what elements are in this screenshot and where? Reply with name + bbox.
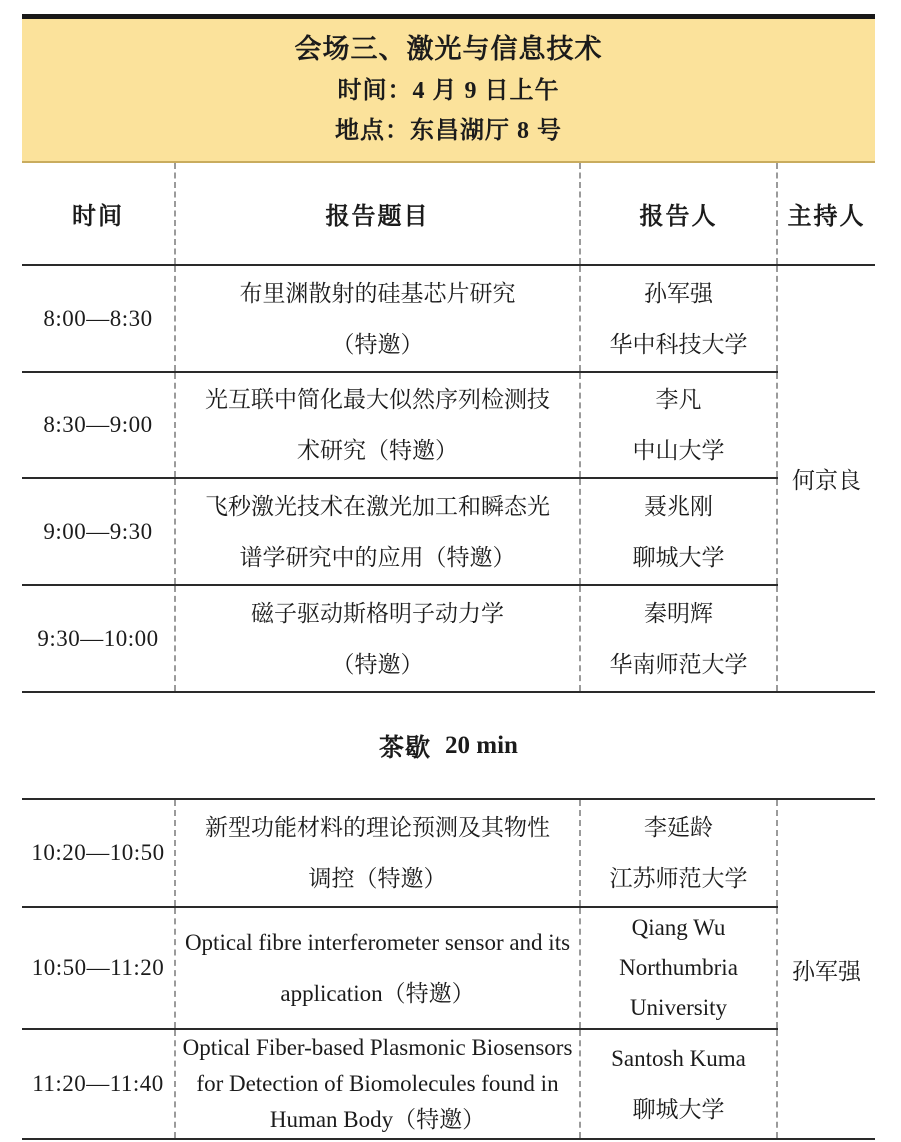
speaker-affiliation: 聊城大学 xyxy=(632,1097,725,1122)
col-header-title: 报告题目 xyxy=(175,163,580,265)
talk-title-line: for Detection of Biomolecules found in xyxy=(196,1071,559,1096)
time-cell: 8:30—9:00 xyxy=(22,372,175,478)
speaker-name: 李延龄 xyxy=(644,815,713,840)
talk-title-line: 磁子驱动斯格明子动力学 xyxy=(251,600,504,626)
tea-break xyxy=(22,693,875,798)
talk-title-line: Optical Fiber-based Plasmonic Biosensors xyxy=(182,1035,573,1060)
speaker-name: 聂兆刚 xyxy=(644,493,713,519)
talk-title-cell xyxy=(175,372,580,478)
table-row xyxy=(22,799,875,907)
speaker-cell xyxy=(580,585,777,692)
talk-title-cell xyxy=(175,265,580,372)
speaker-cell xyxy=(580,372,777,478)
talk-title-line: Optical fibre interferometer sensor and its xyxy=(184,930,571,955)
speaker-cell xyxy=(580,1029,777,1139)
session-title: 会场三、激光与信息技术 xyxy=(294,34,603,64)
speaker-affiliation: 聊城大学 xyxy=(632,544,725,570)
table-row xyxy=(22,1029,875,1139)
tea-break-label: 茶歇 xyxy=(379,734,432,762)
col-header-time: 时间 xyxy=(22,163,175,265)
talk-title-cell xyxy=(175,1029,580,1139)
speaker-affiliation: Northumbria xyxy=(619,955,738,980)
speaker-name: 李凡 xyxy=(655,387,702,412)
speaker-affiliation: 江苏师范大学 xyxy=(609,866,748,891)
tea-break-duration: 20 min xyxy=(445,731,518,759)
time-cell: 8:00—8:30 xyxy=(22,265,175,372)
session-banner xyxy=(22,14,875,163)
col-header-chair: 主持人 xyxy=(777,163,875,265)
talk-title-line: 布里渊散射的硅基芯片研究 xyxy=(239,280,516,306)
speaker-name: 秦明辉 xyxy=(644,600,713,626)
talk-title-line: application（特邀） xyxy=(280,981,475,1006)
time-cell: 11:20—11:40 xyxy=(22,1029,175,1139)
speaker-cell xyxy=(580,478,777,585)
talk-title-cell xyxy=(175,585,580,692)
talk-title-line: 光互联中简化最大似然序列检测技 xyxy=(205,387,550,412)
session2-table xyxy=(22,798,875,1140)
time-cell: 10:50—11:20 xyxy=(22,907,175,1029)
time-cell: 9:00—9:30 xyxy=(22,478,175,585)
table-row xyxy=(22,907,875,1029)
session1-table xyxy=(22,163,875,693)
talk-title-line: 调控（特邀） xyxy=(308,866,447,891)
talk-title-cell xyxy=(175,478,580,585)
speaker-affiliation: University xyxy=(629,995,728,1020)
talk-title-line: 新型功能材料的理论预测及其物性 xyxy=(205,815,550,840)
talk-title-line: 飞秒激光技术在激光加工和瞬态光 xyxy=(205,493,550,519)
speaker-affiliation: 中山大学 xyxy=(632,438,725,463)
speaker-affiliation: 华中科技大学 xyxy=(609,331,748,357)
speaker-cell xyxy=(580,265,777,372)
table-row xyxy=(22,265,875,372)
speaker-name: 孙军强 xyxy=(644,280,713,306)
speaker-cell xyxy=(580,799,777,907)
talk-title-line: 术研究（特邀） xyxy=(297,438,458,463)
talk-title-line: （特邀） xyxy=(331,651,424,677)
table-row xyxy=(22,478,875,585)
talk-title-cell xyxy=(175,907,580,1029)
session-time: 时间：4 月 9 日上午 xyxy=(337,78,560,104)
time-cell: 10:20—10:50 xyxy=(22,799,175,907)
chair-cell: 孙军强 xyxy=(777,799,875,1139)
speaker-name: Qiang Wu xyxy=(631,915,726,940)
speaker-affiliation: 华南师范大学 xyxy=(609,651,748,677)
col-header-speaker: 报告人 xyxy=(580,163,777,265)
talk-title-line: 谱学研究中的应用（特邀） xyxy=(239,544,516,570)
table-row xyxy=(22,372,875,478)
chair-cell: 何京良 xyxy=(777,265,875,692)
speaker-cell xyxy=(580,907,777,1029)
talk-title-cell xyxy=(175,799,580,907)
time-cell: 9:30—10:00 xyxy=(22,585,175,692)
talk-title-line: Human Body（特邀） xyxy=(269,1107,486,1132)
session-location: 地点：东昌湖厅 8 号 xyxy=(335,118,562,144)
table-header-row xyxy=(22,163,875,265)
speaker-name: Santosh Kuma xyxy=(611,1046,746,1071)
talk-title-line: （特邀） xyxy=(331,331,424,357)
table-row xyxy=(22,585,875,692)
